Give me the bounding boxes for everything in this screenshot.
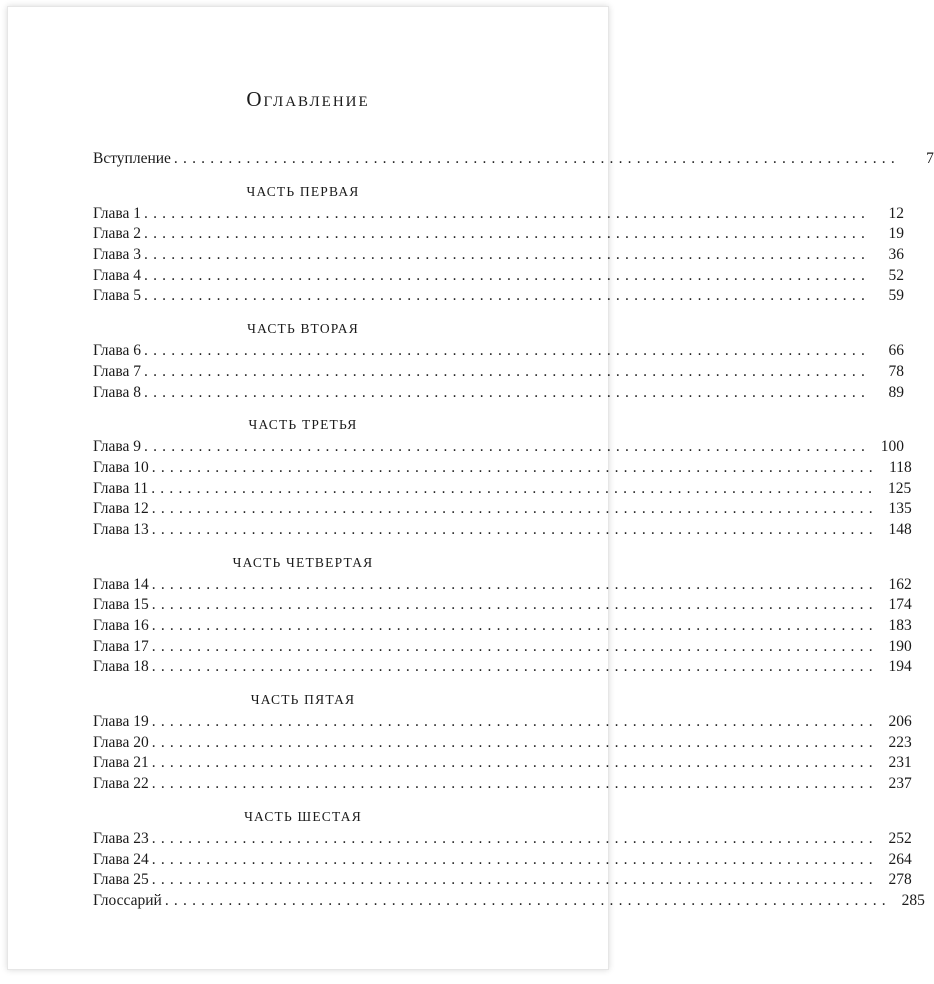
toc-entry-page: 59 — [888, 287, 905, 305]
toc-entry-label: Глава 18 — [93, 658, 149, 676]
dot-leader: ................................................................................ — [151, 775, 878, 793]
toc-entry-page: 183 — [888, 617, 912, 634]
toc-entry-label: Глава 16 — [93, 617, 149, 634]
part-heading: ЧАСТЬ ШЕСТАЯ — [244, 808, 362, 824]
dot-leader: ................................................................................ — [151, 754, 878, 772]
toc-entry-label: Глава 20 — [93, 733, 149, 751]
toc-entry-page: 278 — [888, 871, 912, 889]
toc-entry-page: 148 — [888, 520, 912, 538]
dot-leader: ................................................................................ — [144, 287, 871, 305]
dot-leader: ................................................................................ — [151, 829, 878, 847]
toc-entry-label: Глава 1 — [93, 204, 142, 222]
toc-entry-page: 231 — [888, 754, 912, 772]
toc-entry — [93, 637, 912, 658]
toc-entry — [93, 575, 912, 596]
dot-leader: ................................................................................ — [144, 383, 871, 401]
toc-entry-label: Глава 21 — [93, 754, 149, 772]
dot-leader: ................................................................................ — [144, 204, 871, 222]
toc-entry-label: Глава 10 — [93, 458, 149, 476]
toc-entry-page: 78 — [888, 362, 905, 380]
toc-entry-page: 162 — [888, 575, 912, 593]
toc-entry-label: Глава 23 — [93, 829, 149, 847]
dot-leader: ................................................................................ — [151, 733, 878, 751]
toc-entry — [93, 774, 912, 795]
toc-entry — [93, 657, 912, 678]
toc-entry — [93, 245, 905, 266]
toc-entry-page: 12 — [888, 204, 905, 222]
table-of-contents — [93, 149, 934, 912]
toc-entry-label: Глава 2 — [93, 225, 142, 243]
toc-entry-page: 89 — [888, 383, 905, 401]
dot-leader: ................................................................................ — [151, 575, 878, 593]
dot-leader: ................................................................................ — [144, 246, 871, 264]
toc-entry-page: 237 — [888, 775, 912, 793]
toc-entry — [93, 850, 912, 871]
toc-entry-page: 36 — [888, 246, 905, 264]
toc-entry-label: Глава 6 — [93, 342, 142, 360]
toc-entry — [93, 458, 912, 479]
toc-entry-page: 100 — [880, 438, 905, 456]
dot-leader: ................................................................................ — [164, 891, 891, 909]
dot-leader: ................................................................................ — [151, 500, 878, 518]
toc-entry-page: 264 — [888, 850, 912, 868]
toc-entry-label: Глава 3 — [93, 246, 142, 264]
dot-leader: ................................................................................ — [144, 342, 871, 360]
toc-entry — [93, 753, 912, 774]
toc-entry — [93, 437, 905, 458]
dot-leader: ................................................................................ — [151, 596, 878, 614]
toc-entry — [93, 479, 912, 500]
toc-entry-label: Глава 12 — [93, 500, 149, 518]
toc-entry — [93, 891, 925, 912]
toc-entry-intro — [93, 149, 934, 170]
part-heading: ЧАСТЬ ПЕРВАЯ — [246, 183, 360, 199]
toc-entry-label: Глоссарий — [93, 891, 162, 909]
toc-entry — [93, 266, 905, 287]
toc-entry — [93, 204, 905, 225]
dot-leader: ................................................................................ — [151, 871, 878, 889]
dot-leader: ................................................................................ — [151, 617, 878, 634]
toc-entry — [93, 286, 905, 307]
parts-list — [93, 181, 925, 912]
toc-entry-page: 118 — [889, 458, 912, 476]
toc-entry-label: Глава 4 — [93, 266, 142, 284]
part-heading: ЧАСТЬ ПЯТАЯ — [250, 692, 356, 708]
dot-leader: ................................................................................ — [151, 458, 878, 476]
dot-leader: ................................................................................ — [144, 362, 871, 380]
toc-entry-page: 66 — [888, 342, 905, 360]
book-page — [8, 7, 934, 969]
toc-entry — [93, 829, 912, 850]
part-heading: ЧАСТЬ ВТОРАЯ — [247, 321, 359, 337]
dot-leader: ................................................................................ — [151, 637, 878, 655]
toc-entry — [93, 362, 905, 383]
toc-entry-label: Глава 7 — [93, 362, 142, 380]
toc-entry-label: Глава 19 — [93, 713, 149, 731]
page-title: Оглавление — [246, 87, 370, 111]
part-heading: ЧАСТЬ ЧЕТВЕРТАЯ — [232, 554, 374, 570]
toc-entry — [93, 870, 912, 891]
dot-leader: ................................................................................ — [144, 438, 871, 456]
toc-entry-page: 190 — [888, 637, 912, 655]
toc-entry-page: 7 — [926, 150, 934, 167]
dot-leader: ................................................................................ — [151, 520, 878, 538]
toc-entry-label: Глава 14 — [93, 575, 149, 593]
toc-entry-label: Глава 25 — [93, 871, 149, 889]
toc-entry-label: Глава 5 — [93, 287, 142, 305]
toc-entry-label: Глава 9 — [93, 438, 142, 456]
dot-leader: ................................................................................ — [151, 658, 878, 676]
toc-entry-page: 206 — [888, 713, 912, 731]
toc-entry — [93, 712, 912, 733]
toc-entry-page: 19 — [888, 225, 905, 243]
toc-entry-page: 285 — [901, 891, 925, 909]
toc-entry-label: Глава 17 — [93, 637, 149, 655]
toc-entry-label: Глава 8 — [93, 383, 142, 401]
toc-entry — [93, 224, 905, 245]
toc-entry-page: 52 — [888, 266, 905, 284]
toc-entry-label: Глава 11 — [93, 479, 149, 497]
toc-entry — [93, 341, 905, 362]
toc-entry-page: 135 — [888, 500, 912, 518]
toc-entry — [93, 499, 912, 520]
toc-entry-label: Глава 13 — [93, 520, 149, 538]
toc-entry — [93, 616, 912, 637]
part-heading: ЧАСТЬ ТРЕТЬЯ — [248, 417, 358, 433]
toc-entry-page: 252 — [888, 829, 912, 847]
dot-leader: ................................................................................ — [144, 266, 871, 284]
dot-leader: ................................................................................ — [151, 850, 878, 868]
toc-entry — [93, 383, 905, 404]
toc-entry — [93, 595, 912, 616]
dot-leader: ................................................................................ — [151, 713, 878, 731]
toc-entry-page: 174 — [888, 596, 912, 614]
toc-entry-page: 223 — [888, 733, 912, 751]
toc-entry-page: 194 — [888, 658, 912, 676]
toc-entry — [93, 733, 912, 754]
dot-leader: ................................................................................ — [144, 225, 871, 243]
toc-entry-page: 125 — [887, 479, 912, 497]
toc-entry-label: Глава 22 — [93, 775, 149, 793]
dot-leader: ................................................................................ — [173, 150, 900, 167]
toc-entry — [93, 520, 912, 541]
toc-entry-label: Глава 24 — [93, 850, 149, 868]
toc-entry-label: Вступление — [93, 150, 171, 167]
toc-entry-label: Глава 15 — [93, 596, 149, 614]
dot-leader: ................................................................................ — [151, 479, 878, 497]
